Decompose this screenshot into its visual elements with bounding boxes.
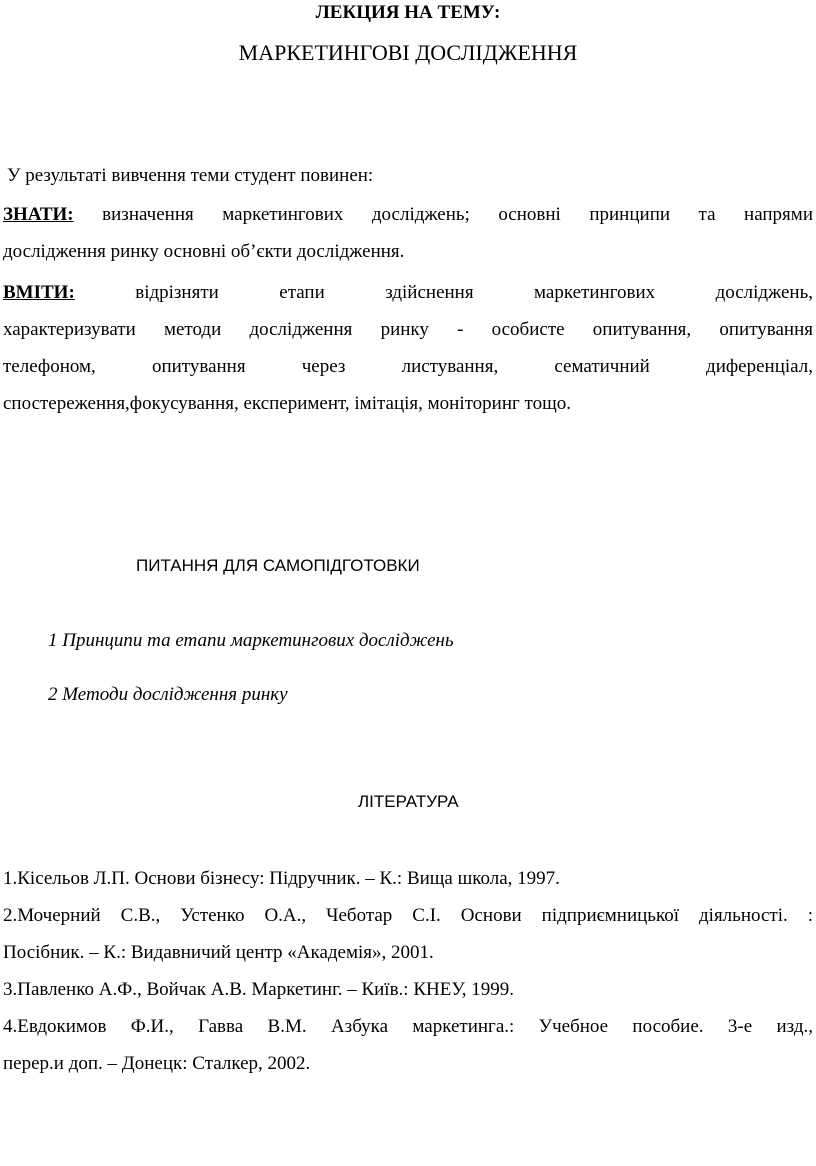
know-block	[3, 196, 813, 270]
literature-line-4: 3.Павленко А.Ф., Войчак А.В. Маркетинг. – Київ.: КНЕУ, 1999.	[3, 979, 514, 1000]
intro-text: У результаті вивчення теми студент повинен:	[7, 165, 374, 186]
literature-line-3: Посібник. – К.: Видавничий центр «Академія», 2001.	[3, 942, 434, 963]
literature-line-6: перер.и доп. – Донецк: Сталкер, 2002.	[3, 1053, 311, 1074]
literature-list	[3, 860, 813, 1082]
know-label: ЗНАТИ:	[3, 204, 74, 225]
lecture-heading: ЛЕКЦИЯ НА ТЕМУ:	[315, 2, 501, 23]
questions-heading: ПИТАННЯ ДЛЯ САМОПІДГОТОВКИ	[136, 556, 420, 575]
question-item-1: 1 Принципи та етапи маркетингових досліджень	[48, 630, 454, 651]
can-line-1	[3, 274, 813, 311]
literature-line-2: 2.Мочерний С.В., Устенко О.А., Чеботар С.І. Основи підприємницької діяльності. :	[3, 905, 813, 926]
can-line-4: спостереження,фокусування, експеримент, імітація, моніторинг тощо.	[3, 393, 571, 414]
literature-line-5: 4.Евдокимов Ф.И., Гавва В.М. Азбука маркетинга.: Учебное пособие. 3-е изд.,	[3, 1016, 813, 1037]
know-line-1	[3, 196, 813, 233]
can-text-1: відрізняти етапи здійснення маркетингових досліджень,	[135, 282, 813, 303]
literature-heading: ЛІТЕРАТУРА	[358, 792, 459, 811]
can-block	[3, 274, 813, 422]
can-label: ВМІТИ:	[3, 282, 75, 303]
can-line-3: телефоном, опитування через листування, сематичний диференціал,	[3, 356, 813, 377]
know-line-2: дослідження ринку основні об’єкти дослідження.	[3, 241, 405, 262]
question-item-2: 2 Методи дослідження ринку	[48, 684, 288, 705]
literature-line-1: 1.Кісельов Л.П. Основи бізнесу: Підручник. – К.: Вища школа, 1997.	[3, 868, 560, 889]
know-text-1: визначення маркетингових досліджень; основні принципи та напрями	[102, 204, 813, 225]
page-title: МАРКЕТИНГОВІ ДОСЛІДЖЕННЯ	[238, 40, 578, 65]
can-line-2: характеризувати методи дослідження ринку - особисте опитування, опитування	[3, 319, 813, 340]
